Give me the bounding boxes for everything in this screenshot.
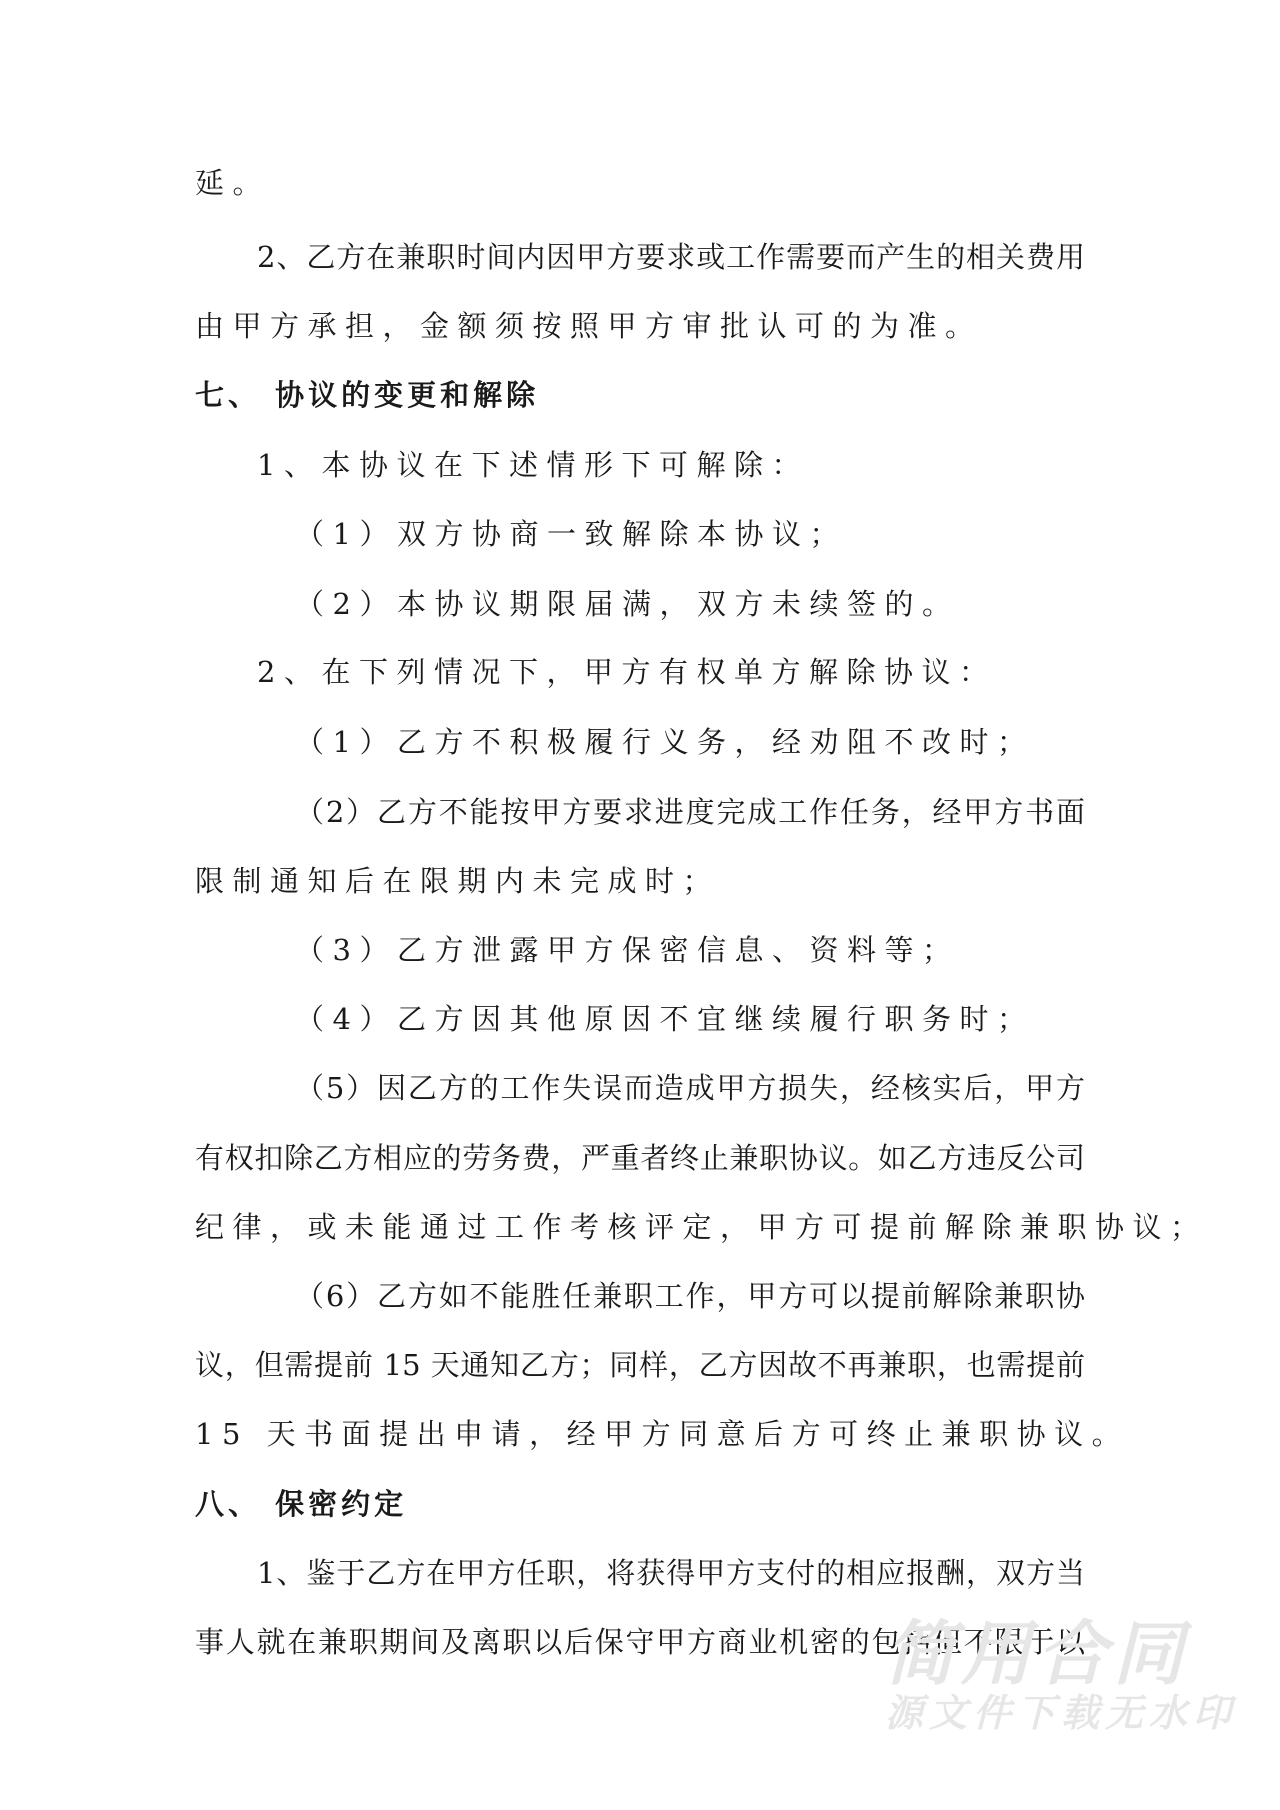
text-line: （4）乙方因其他原因不宜继续履行职务时； xyxy=(295,1002,1035,1036)
text-line: 延。 xyxy=(195,166,271,200)
text-line: （2）本协议期限届满，双方未续签的。 xyxy=(295,587,960,621)
text-line: 15 天书面提出申请，经甲方同意后方可终止兼职协议。 xyxy=(195,1417,1130,1451)
text-line: （2）乙方不能按甲方要求进度完成工作任务，经甲方书面 xyxy=(295,795,1085,829)
text-line: （5）因乙方的工作失误而造成甲方损失，经核实后，甲方 xyxy=(295,1071,1085,1105)
text-line: 2、乙方在兼职时间内因甲方要求或工作需要而产生的相关费用 xyxy=(257,240,1085,274)
text-line: （6）乙方如不能胜任兼职工作，甲方可以提前解除兼职协 xyxy=(295,1279,1085,1313)
text-line: （1）双方协商一致解除本协议； xyxy=(295,517,847,551)
text-line: 1、鉴于乙方在甲方任职，将获得甲方支付的相应报酬，双方当 xyxy=(257,1556,1085,1590)
text-line: 限制通知后在限期内未完成时； xyxy=(195,864,721,898)
watermark-subtitle: 源文件下载无水印 xyxy=(885,1691,1238,1735)
text-line: 事人就在兼职期间及离职以后保守甲方商业机密的包括但不限于以 xyxy=(195,1625,1085,1659)
text-line: （1）乙方不积极履行义务，经劝阻不改时； xyxy=(295,725,1035,759)
section-heading: 七、 协议的变更和解除 xyxy=(195,378,540,412)
text-line: 有权扣除乙方相应的劳务费，严重者终止兼职协议。如乙方违反公司 xyxy=(195,1141,1085,1175)
text-line: 纪律，或未能通过工作考核评定，甲方可提前解除兼职协议； xyxy=(195,1210,1208,1244)
text-line: 议，但需提前 15 天通知乙方；同样，乙方因故不再兼职，也需提前 xyxy=(195,1348,1085,1382)
watermark-title: 简用合同 xyxy=(885,1613,1189,1695)
text-line: 2、在下列情况下，甲方有权单方解除协议： xyxy=(257,655,997,689)
text-line: 1、本协议在下述情形下可解除： xyxy=(257,448,809,482)
text-line: 由甲方承担，金额须按照甲方审批认可的为准。 xyxy=(195,309,983,343)
text-line: （3）乙方泄露甲方保密信息、资料等； xyxy=(295,933,960,967)
section-heading: 八、 保密约定 xyxy=(195,1487,408,1521)
